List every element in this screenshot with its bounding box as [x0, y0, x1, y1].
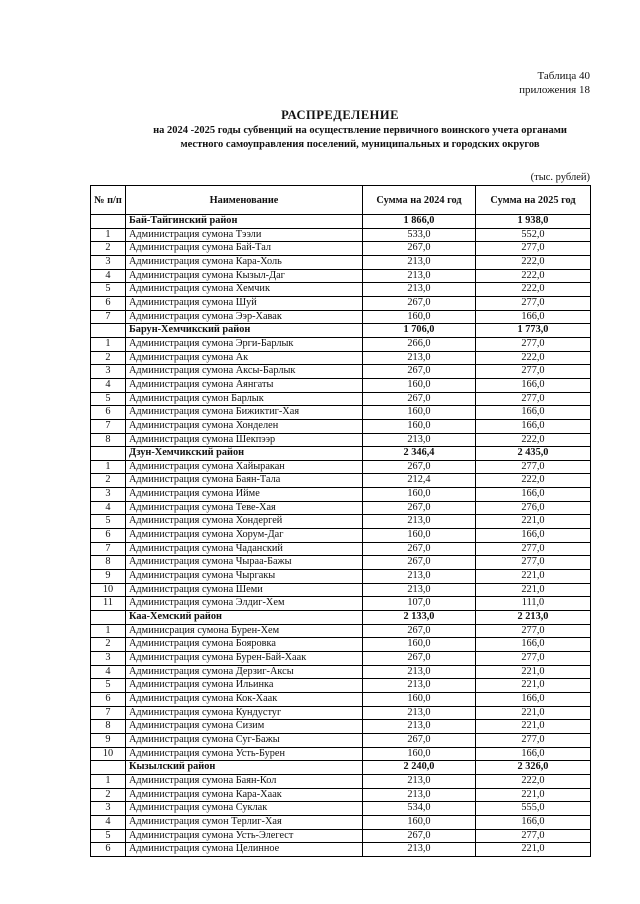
column-header-2024: Сумма на 2024 год: [363, 186, 476, 215]
row-sum-2025: 166,0: [476, 488, 591, 502]
table-row: [91, 255, 591, 269]
row-name: Администрация сумона Эрги-Барлык: [126, 337, 363, 351]
row-sum-2025: 222,0: [476, 474, 591, 488]
row-name: Администрация сумона Бай-Тал: [126, 242, 363, 256]
row-sum-2024: 534,0: [363, 802, 476, 816]
table-row: [91, 679, 591, 693]
row-number: 7: [91, 706, 126, 720]
table-row: [91, 733, 591, 747]
row-sum-2025: 221,0: [476, 843, 591, 857]
subtitle-line-1: на 2024 -2025 годы субвенций на осуществление первичного воинского учета органами: [153, 125, 567, 136]
row-name: Администрация сумона Бурен-Бай-Хаак: [126, 652, 363, 666]
row-sum-2024: 267,0: [363, 556, 476, 570]
row-sum-2025: 166,0: [476, 378, 591, 392]
row-number: 4: [91, 269, 126, 283]
district-row: [91, 611, 591, 625]
table-row: [91, 269, 591, 283]
row-sum-2024: 267,0: [363, 296, 476, 310]
column-header-name: Наименование: [126, 186, 363, 215]
row-sum-2024: 213,0: [363, 351, 476, 365]
row-sum-2025: 111,0: [476, 597, 591, 611]
row-sum-2024: 267,0: [363, 829, 476, 843]
table-row: [91, 597, 591, 611]
table-row: [91, 460, 591, 474]
row-sum-2025: 277,0: [476, 460, 591, 474]
row-sum-2024: 213,0: [363, 843, 476, 857]
table-row: [91, 720, 591, 734]
row-number: 1: [91, 228, 126, 242]
table-row: [91, 542, 591, 556]
row-sum-2024: 267,0: [363, 365, 476, 379]
row-number: 3: [91, 365, 126, 379]
row-number: 4: [91, 665, 126, 679]
row-sum-2025: 221,0: [476, 665, 591, 679]
row-sum-2024: 213,0: [363, 515, 476, 529]
row-sum-2025: 277,0: [476, 624, 591, 638]
row-number: 3: [91, 652, 126, 666]
table-row: [91, 365, 591, 379]
row-sum-2025: 222,0: [476, 255, 591, 269]
row-sum-2025: 221,0: [476, 706, 591, 720]
row-sum-2024: 212,4: [363, 474, 476, 488]
row-number: 4: [91, 501, 126, 515]
row-sum-2024: 2 346,4: [363, 447, 476, 461]
row-sum-2024: 267,0: [363, 733, 476, 747]
row-sum-2024: 107,0: [363, 597, 476, 611]
row-sum-2024: 160,0: [363, 638, 476, 652]
table-row: [91, 337, 591, 351]
row-sum-2025: 1 938,0: [476, 215, 591, 229]
row-sum-2025: 166,0: [476, 406, 591, 420]
row-sum-2024: 213,0: [363, 283, 476, 297]
row-sum-2025: 222,0: [476, 774, 591, 788]
row-name: Администрация сумона Кара-Холь: [126, 255, 363, 269]
row-number: 5: [91, 392, 126, 406]
row-number: 6: [91, 692, 126, 706]
row-sum-2024: 267,0: [363, 242, 476, 256]
row-sum-2025: 166,0: [476, 419, 591, 433]
row-name: Администрация сумона Баян-Кол: [126, 774, 363, 788]
row-number: 6: [91, 296, 126, 310]
appendix-number: приложения 18: [519, 84, 590, 96]
row-name: Администрация сумона Кундустуг: [126, 706, 363, 720]
row-name: Администрация сумона Усть-Элегест: [126, 829, 363, 843]
row-number: 2: [91, 474, 126, 488]
row-sum-2024: 160,0: [363, 310, 476, 324]
table-row: [91, 228, 591, 242]
row-name: Администрация сумон Барлык: [126, 392, 363, 406]
row-sum-2025: 221,0: [476, 720, 591, 734]
row-sum-2024: 213,0: [363, 788, 476, 802]
row-sum-2025: 277,0: [476, 652, 591, 666]
table-row: [91, 570, 591, 584]
row-number: 7: [91, 542, 126, 556]
row-sum-2024: 267,0: [363, 624, 476, 638]
table-row: [91, 706, 591, 720]
row-sum-2025: 2 435,0: [476, 447, 591, 461]
row-sum-2025: 221,0: [476, 679, 591, 693]
table-number: Таблица 40: [537, 70, 590, 82]
row-sum-2024: 213,0: [363, 665, 476, 679]
column-header-2025: Сумма на 2025 год: [476, 186, 591, 215]
table-row: [91, 392, 591, 406]
row-name: Администрация сумона Хорум-Даг: [126, 529, 363, 543]
row-sum-2025: 2 213,0: [476, 611, 591, 625]
row-name: Администрация сумона Суклак: [126, 802, 363, 816]
row-number: [91, 447, 126, 461]
row-sum-2024: 160,0: [363, 815, 476, 829]
row-name: Администрация сумона Хемчик: [126, 283, 363, 297]
table-row: [91, 515, 591, 529]
document-reference: [519, 69, 590, 97]
row-number: [91, 215, 126, 229]
row-name: Администрация сумона Ээр-Хавак: [126, 310, 363, 324]
row-number: 2: [91, 788, 126, 802]
table-row: [91, 242, 591, 256]
row-sum-2024: 267,0: [363, 392, 476, 406]
row-sum-2025: 555,0: [476, 802, 591, 816]
row-name: Администрация сумона Чыраа-Бажы: [126, 556, 363, 570]
row-number: 10: [91, 747, 126, 761]
row-sum-2024: 266,0: [363, 337, 476, 351]
row-name: Бай-Тайгинский район: [126, 215, 363, 229]
row-name: Администрация сумона Усть-Бурен: [126, 747, 363, 761]
row-sum-2025: 222,0: [476, 351, 591, 365]
row-name: Каа-Хемский район: [126, 611, 363, 625]
row-sum-2024: 267,0: [363, 542, 476, 556]
row-sum-2025: 552,0: [476, 228, 591, 242]
row-number: 5: [91, 679, 126, 693]
row-name: Администрация сумона Элдиг-Хем: [126, 597, 363, 611]
row-number: 2: [91, 638, 126, 652]
row-name: Барун-Хемчикский район: [126, 324, 363, 338]
row-name: Администрация сумона Хондергей: [126, 515, 363, 529]
row-number: 8: [91, 720, 126, 734]
row-name: Администрация сумона Сизим: [126, 720, 363, 734]
row-number: [91, 324, 126, 338]
row-name: Администрация сумона Чыргакы: [126, 570, 363, 584]
table-row: [91, 774, 591, 788]
row-sum-2025: 166,0: [476, 310, 591, 324]
row-name: Администрация сумона Кара-Хаак: [126, 788, 363, 802]
row-name: Администрация сумона Хайыракан: [126, 460, 363, 474]
row-number: 2: [91, 351, 126, 365]
row-sum-2025: 277,0: [476, 556, 591, 570]
table-row: [91, 652, 591, 666]
table-row: [91, 378, 591, 392]
row-sum-2024: 533,0: [363, 228, 476, 242]
row-number: 8: [91, 433, 126, 447]
row-sum-2024: 2 133,0: [363, 611, 476, 625]
row-number: [91, 761, 126, 775]
row-sum-2025: 166,0: [476, 747, 591, 761]
table-row: [91, 583, 591, 597]
row-name: Администрация сумона Тээли: [126, 228, 363, 242]
table-row: [91, 283, 591, 297]
row-name: Администрация сумон Терлиг-Хая: [126, 815, 363, 829]
row-sum-2025: 222,0: [476, 269, 591, 283]
row-sum-2024: 267,0: [363, 501, 476, 515]
row-name: Администрация сумона Ак: [126, 351, 363, 365]
row-name: Администрация сумона Бижиктиг-Хая: [126, 406, 363, 420]
row-sum-2024: 160,0: [363, 419, 476, 433]
table-row: [91, 501, 591, 515]
row-sum-2024: 160,0: [363, 529, 476, 543]
row-name: Администрация сумона Шеми: [126, 583, 363, 597]
row-name: Дзун-Хемчикский район: [126, 447, 363, 461]
row-sum-2025: 276,0: [476, 501, 591, 515]
row-sum-2024: 213,0: [363, 583, 476, 597]
row-number: 6: [91, 529, 126, 543]
row-number: 7: [91, 310, 126, 324]
table-row: [91, 665, 591, 679]
document-subtitle: [60, 124, 640, 152]
row-name: Администрация сумона Аксы-Барлык: [126, 365, 363, 379]
row-sum-2024: 160,0: [363, 747, 476, 761]
row-number: 5: [91, 515, 126, 529]
row-number: 4: [91, 378, 126, 392]
row-sum-2025: 277,0: [476, 392, 591, 406]
subtitle-line-2: местного самоуправления поселений, муниципальных и городских округов: [180, 139, 540, 150]
row-name: Администрация сумона Кок-Хаак: [126, 692, 363, 706]
district-row: [91, 324, 591, 338]
row-number: 8: [91, 556, 126, 570]
district-row: [91, 215, 591, 229]
row-name: Администрация сумона Кызыл-Даг: [126, 269, 363, 283]
row-number: 10: [91, 583, 126, 597]
row-number: 5: [91, 283, 126, 297]
table-row: [91, 638, 591, 652]
row-sum-2025: 221,0: [476, 788, 591, 802]
row-sum-2025: 277,0: [476, 542, 591, 556]
row-sum-2024: 1 706,0: [363, 324, 476, 338]
row-name: Администрация сумона Ийме: [126, 488, 363, 502]
table-row: [91, 296, 591, 310]
row-sum-2024: 2 240,0: [363, 761, 476, 775]
document-title: РАСПРЕДЕЛЕНИЕ: [281, 108, 399, 122]
row-sum-2025: 277,0: [476, 296, 591, 310]
table-row: [91, 433, 591, 447]
row-sum-2024: 213,0: [363, 433, 476, 447]
row-sum-2025: 166,0: [476, 692, 591, 706]
row-sum-2024: 1 866,0: [363, 215, 476, 229]
row-number: 2: [91, 242, 126, 256]
district-row: [91, 761, 591, 775]
row-sum-2024: 160,0: [363, 488, 476, 502]
table-row: [91, 692, 591, 706]
row-sum-2024: 213,0: [363, 720, 476, 734]
row-name: Администрация сумона Ильинка: [126, 679, 363, 693]
row-sum-2025: 166,0: [476, 638, 591, 652]
row-number: 1: [91, 460, 126, 474]
row-name: Администрация сумона Теве-Хая: [126, 501, 363, 515]
row-sum-2025: 277,0: [476, 242, 591, 256]
units-note: (тыс. рублей): [530, 172, 590, 183]
row-name: Администрация сумона Шуй: [126, 296, 363, 310]
row-sum-2025: 277,0: [476, 733, 591, 747]
row-number: 1: [91, 337, 126, 351]
row-sum-2024: 213,0: [363, 706, 476, 720]
row-number: 4: [91, 815, 126, 829]
row-name: Администрация сумона Суг-Бажы: [126, 733, 363, 747]
row-sum-2024: 267,0: [363, 652, 476, 666]
row-name: Администрация сумона Хонделен: [126, 419, 363, 433]
row-number: 1: [91, 774, 126, 788]
row-sum-2024: 160,0: [363, 378, 476, 392]
row-number: 11: [91, 597, 126, 611]
row-sum-2024: 160,0: [363, 692, 476, 706]
table-row: [91, 802, 591, 816]
distribution-table: [90, 185, 591, 857]
row-sum-2025: 166,0: [476, 815, 591, 829]
row-sum-2025: 277,0: [476, 829, 591, 843]
row-sum-2025: 221,0: [476, 583, 591, 597]
row-name: Администрация сумона Шекпээр: [126, 433, 363, 447]
table-row: [91, 788, 591, 802]
row-number: 6: [91, 406, 126, 420]
table-row: [91, 310, 591, 324]
row-number: 9: [91, 570, 126, 584]
row-sum-2025: 221,0: [476, 570, 591, 584]
row-name: Админисрация сумона Бурен-Хем: [126, 624, 363, 638]
column-header-number: № п/п: [91, 186, 126, 215]
row-number: [91, 611, 126, 625]
table-row: [91, 815, 591, 829]
row-sum-2024: 213,0: [363, 269, 476, 283]
row-sum-2025: 222,0: [476, 433, 591, 447]
table-row: [91, 624, 591, 638]
row-number: 1: [91, 624, 126, 638]
row-sum-2024: 213,0: [363, 570, 476, 584]
district-row: [91, 447, 591, 461]
row-sum-2024: 213,0: [363, 774, 476, 788]
row-name: Администрация сумона Чаданский: [126, 542, 363, 556]
table-row: [91, 829, 591, 843]
row-number: 3: [91, 802, 126, 816]
row-sum-2025: 277,0: [476, 337, 591, 351]
table-row: [91, 474, 591, 488]
table-row: [91, 419, 591, 433]
row-sum-2025: 277,0: [476, 365, 591, 379]
row-number: 5: [91, 829, 126, 843]
table-header-row: [91, 186, 591, 215]
row-sum-2025: 166,0: [476, 529, 591, 543]
row-sum-2025: 222,0: [476, 283, 591, 297]
row-number: 3: [91, 488, 126, 502]
table-row: [91, 529, 591, 543]
row-sum-2025: 1 773,0: [476, 324, 591, 338]
row-name: Администрация сумона Целинное: [126, 843, 363, 857]
row-name: Кызылский район: [126, 761, 363, 775]
row-sum-2024: 213,0: [363, 679, 476, 693]
table-row: [91, 351, 591, 365]
row-name: Администрация сумона Дерзиг-Аксы: [126, 665, 363, 679]
row-name: Администрация сумона Аянгаты: [126, 378, 363, 392]
table-row: [91, 843, 591, 857]
table-row: [91, 406, 591, 420]
row-sum-2025: 2 326,0: [476, 761, 591, 775]
row-number: 6: [91, 843, 126, 857]
row-sum-2024: 213,0: [363, 255, 476, 269]
row-number: 9: [91, 733, 126, 747]
row-sum-2025: 221,0: [476, 515, 591, 529]
row-sum-2024: 267,0: [363, 460, 476, 474]
row-name: Администрация сумона Бояровка: [126, 638, 363, 652]
row-name: Администрация сумона Баян-Тала: [126, 474, 363, 488]
row-sum-2024: 160,0: [363, 406, 476, 420]
row-number: 3: [91, 255, 126, 269]
row-number: 7: [91, 419, 126, 433]
table-row: [91, 747, 591, 761]
table-row: [91, 556, 591, 570]
table-row: [91, 488, 591, 502]
